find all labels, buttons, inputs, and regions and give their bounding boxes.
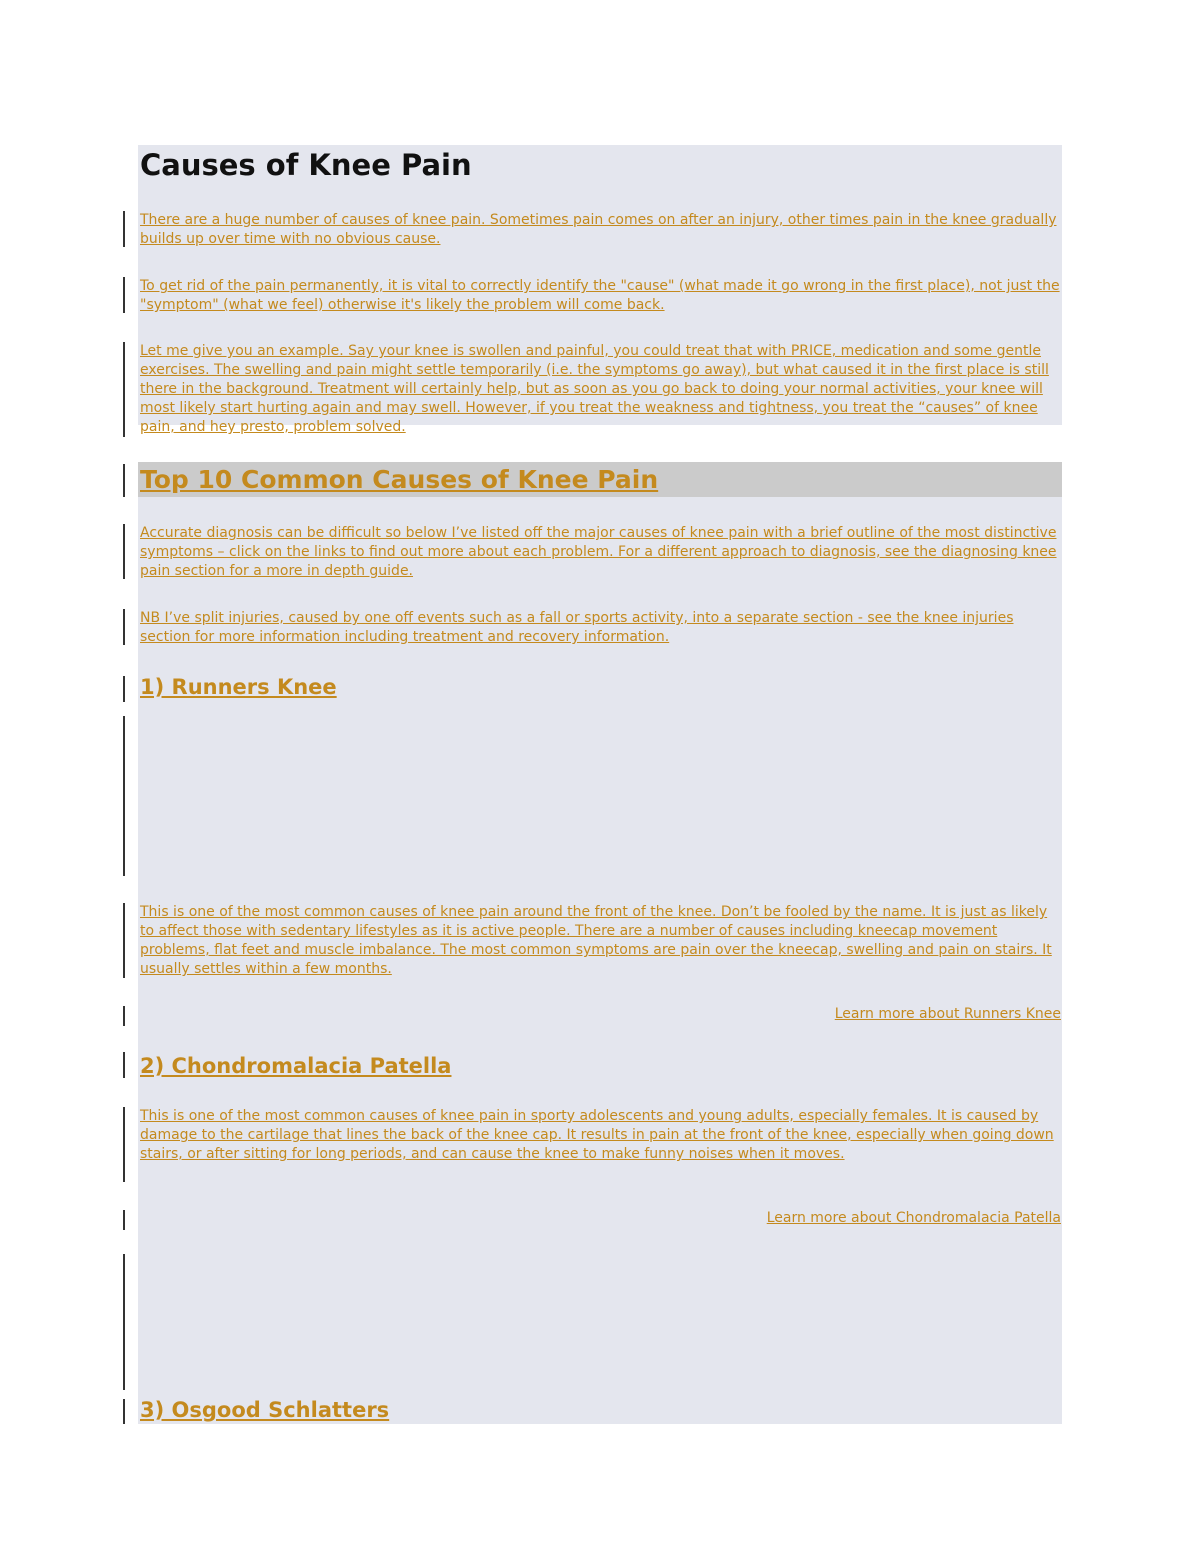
page-title: Causes of Knee Pain [140, 148, 472, 182]
change-bar [123, 211, 125, 247]
top10-paragraph-2[interactable]: NB I’ve split injuries, caused by one off events such as a fall or sports activity, into a separate section - see the knee injuries section for more information including treatment and recovery information. [140, 610, 1014, 645]
learn-more-chondromalacia-link[interactable]: Learn more about Chondromalacia Patella [766, 1210, 1061, 1226]
change-bar [123, 1254, 125, 1390]
change-bar [123, 1052, 125, 1078]
change-bar [123, 716, 125, 876]
change-bar [123, 676, 125, 702]
top10-paragraph-1[interactable]: Accurate diagnosis can be difficult so below I’ve listed off the major causes of knee pain with a brief outline of the most distinctive symptoms – click on the links to find out more about each problem. For a different approach to diagnosis, see the diagnosing knee pain section for a more in depth guide. [140, 525, 1057, 579]
change-bar [123, 277, 125, 313]
cause-1-text[interactable]: This is one of the most common causes of knee pain around the front of the knee. Don’t be fooled by the name. It is just as likely to affect those with sedentary lifestyles as it is active people. There are a number of causes including kneecap movement problems, flat feet and muscle imbalance. The most common symptoms are pain over the kneecap, swelling and pain on stairs. It usually settles within a few months. [140, 904, 1052, 977]
change-bar [123, 1107, 125, 1182]
change-bar [123, 1399, 125, 1424]
change-bar [123, 524, 125, 579]
change-bar [123, 464, 125, 497]
cause-1-title[interactable]: 1) Runners Knee [140, 675, 337, 699]
cause-3-title[interactable]: 3) Osgood Schlatters [140, 1398, 390, 1422]
change-bar [123, 609, 125, 645]
intro-paragraph-3[interactable]: Let me give you an example. Say your knee is swollen and painful, you could treat that with PRICE, medication and some gentle exercises. The swelling and pain might settle temporarily (i.e. the symptoms go away), but what caused it in the first place is still there in the background. Treatment will certainly help, but as soon as you go back to doing your normal activities, your knee will most likely start hurting again and may swell. However, if you treat the weakness and tightness, you treat the “causes” of knee pain, and hey presto, problem solved. [140, 343, 1049, 435]
cause-2-text[interactable]: This is one of the most common causes of knee pain in sporty adolescents and young adults, especially females. It is caused by damage to the cartilage that lines the back of the knee cap. It results in pain at the front of the knee, especially when going down stairs, or after sitting for long periods, and can cause the knee to make funny noises when it moves. [140, 1108, 1054, 1162]
top10-heading[interactable]: Top 10 Common Causes of Knee Pain [140, 465, 659, 494]
intro-paragraph-2[interactable]: To get rid of the pain permanently, it is vital to correctly identify the "cause" (what made it go wrong in the first place), not just the "symptom" (what we feel) otherwise it's likely the problem will come back. [140, 278, 1060, 313]
change-bar [123, 1210, 125, 1230]
change-bar [123, 1006, 125, 1026]
change-bar [123, 903, 125, 978]
learn-more-runners-knee-link[interactable]: Learn more about Runners Knee [834, 1006, 1061, 1022]
intro-paragraph-1[interactable]: There are a huge number of causes of knee pain. Sometimes pain comes on after an injury, other times pain in the knee gradually builds up over time with no obvious cause. [140, 212, 1057, 247]
change-bar [123, 342, 125, 437]
cause-2-title[interactable]: 2) Chondromalacia Patella [140, 1054, 452, 1078]
